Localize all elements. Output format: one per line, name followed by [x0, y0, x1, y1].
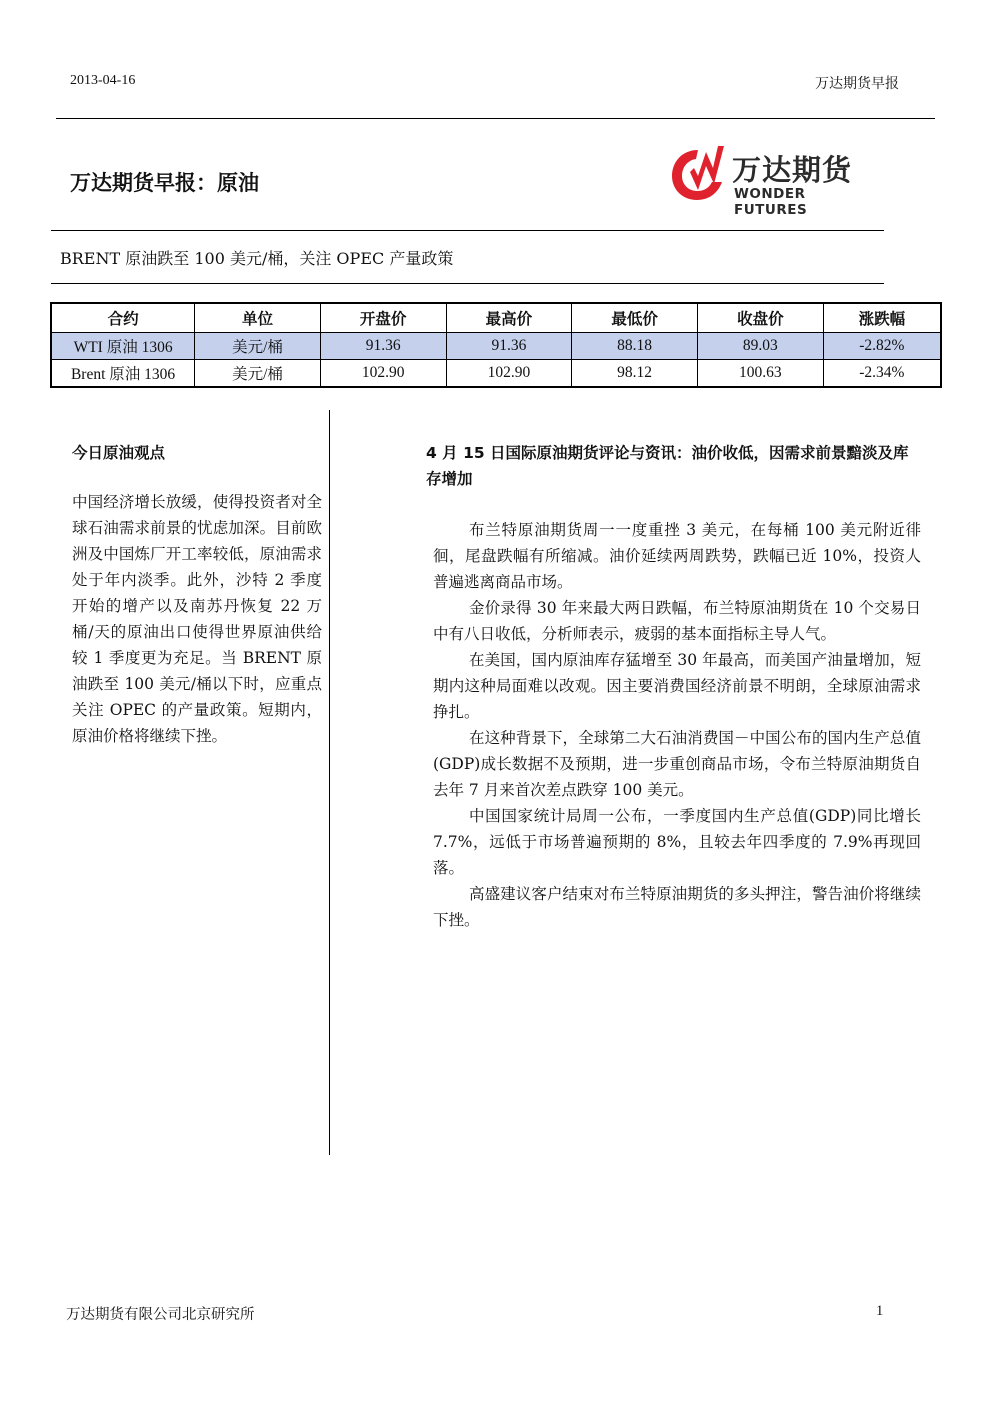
- table-cell: -2.82%: [823, 333, 941, 360]
- subtitle-top-divider: [51, 230, 884, 231]
- logo-text-cn: 万达期货: [732, 153, 853, 187]
- subtitle: BRENT 原油跌至 100 美元/桶，关注 OPEC 产量政策: [60, 249, 454, 268]
- table-row: [51, 333, 941, 360]
- news-paragraph: 在美国，国内原油库存猛增至 30 年最高，而美国产油量增加，短期内这种局面难以改观。因主要消费国经济前景不明朗，全球原油需求挣扎。: [433, 651, 921, 721]
- table-cell: -2.34%: [823, 360, 941, 388]
- table-cell: Brent 原油 1306: [51, 360, 195, 388]
- table-header-row: [51, 303, 941, 333]
- header-divider: [56, 118, 935, 119]
- column-divider: [329, 410, 330, 1155]
- news-paragraph: 金价录得 30 年来最大两日跌幅，布兰特原油期货在 10 个交易日中有八日收低，分析师表示，疲弱的基本面指标主导人气。: [433, 599, 921, 643]
- table-cell: 98.12: [572, 360, 698, 388]
- column-header: 涨跌幅: [823, 303, 941, 333]
- footer-company: 万达期货有限公司北京研究所: [66, 1307, 255, 1323]
- column-header: 合约: [51, 303, 195, 333]
- column-header: 最高价: [446, 303, 572, 333]
- company-logo: [668, 142, 878, 218]
- news-paragraph: 高盛建议客户结束对布兰特原油期货的多头押注，警告油价将继续下挫。: [433, 885, 921, 929]
- price-table: [50, 302, 942, 388]
- table-cell: 91.36: [446, 333, 572, 360]
- page-number: 1: [876, 1303, 884, 1319]
- left-section-heading: 今日原油观点: [72, 444, 166, 462]
- table-cell: 美元/桶: [195, 333, 321, 360]
- news-paragraph: 布兰特原油期货周一一度重挫 3 美元，在每桶 100 美元附近徘徊，尾盘跌幅有所缩减。油价延续两周跌势，跌幅已近 10%，投资人普遍逃离商品市场。: [433, 521, 921, 591]
- news-paragraph: 中国国家统计局周一公布，一季度国内生产总值(GDP)同比增长 7.7%，远低于市场普遍预期的 8%，且较去年四季度的 7.9%再现回落。: [433, 807, 921, 877]
- report-name: 万达期货早报: [815, 76, 899, 92]
- table-cell: WTI 原油 1306: [51, 333, 195, 360]
- table-cell: 美元/桶: [195, 360, 321, 388]
- report-date: 2013-04-16: [70, 73, 136, 88]
- table-cell: 91.36: [320, 333, 446, 360]
- table-cell: 88.18: [572, 333, 698, 360]
- column-header: 单位: [195, 303, 321, 333]
- table-cell: 102.90: [320, 360, 446, 388]
- column-header: 开盘价: [320, 303, 446, 333]
- page-title: 万达期货早报：原油: [70, 171, 259, 195]
- right-section-body: [433, 517, 921, 933]
- column-header: 最低价: [572, 303, 698, 333]
- logo-text-en: WONDER FUTURES: [734, 186, 808, 218]
- table-row: [51, 360, 941, 388]
- logo-mark-icon: [668, 142, 728, 206]
- right-section-heading: 4 月 15 日国际原油期货评论与资讯：油价收低，因需求前景黯淡及库存增加: [426, 444, 909, 488]
- left-section-body: 中国经济增长放缓，使得投资者对全球石油需求前景的忧虑加深。目前欧洲及中国炼厂开工率较低，原油需求处于年内淡季。此外，沙特 2 季度开始的增产以及南苏丹恢复 22 万桶/天的原油出口使得世界原油供给较 1 季度更为充足。当 BRENT 原油跌至 100 美元/桶以下时，应重点关注 OPEC 的产量政策。短期内，原油价格将继续下挫。: [72, 493, 322, 745]
- news-paragraph: 在这种背景下，全球第二大石油消费国－中国公布的国内生产总值(GDP)成长数据不及预期，进一步重创商品市场，令布兰特原油期货自去年 7 月来首次差点跌穿 100 美元。: [433, 729, 921, 799]
- table-cell: 89.03: [697, 333, 823, 360]
- table-cell: 100.63: [697, 360, 823, 388]
- table-cell: 102.90: [446, 360, 572, 388]
- subtitle-bottom-divider: [51, 283, 884, 284]
- column-header: 收盘价: [697, 303, 823, 333]
